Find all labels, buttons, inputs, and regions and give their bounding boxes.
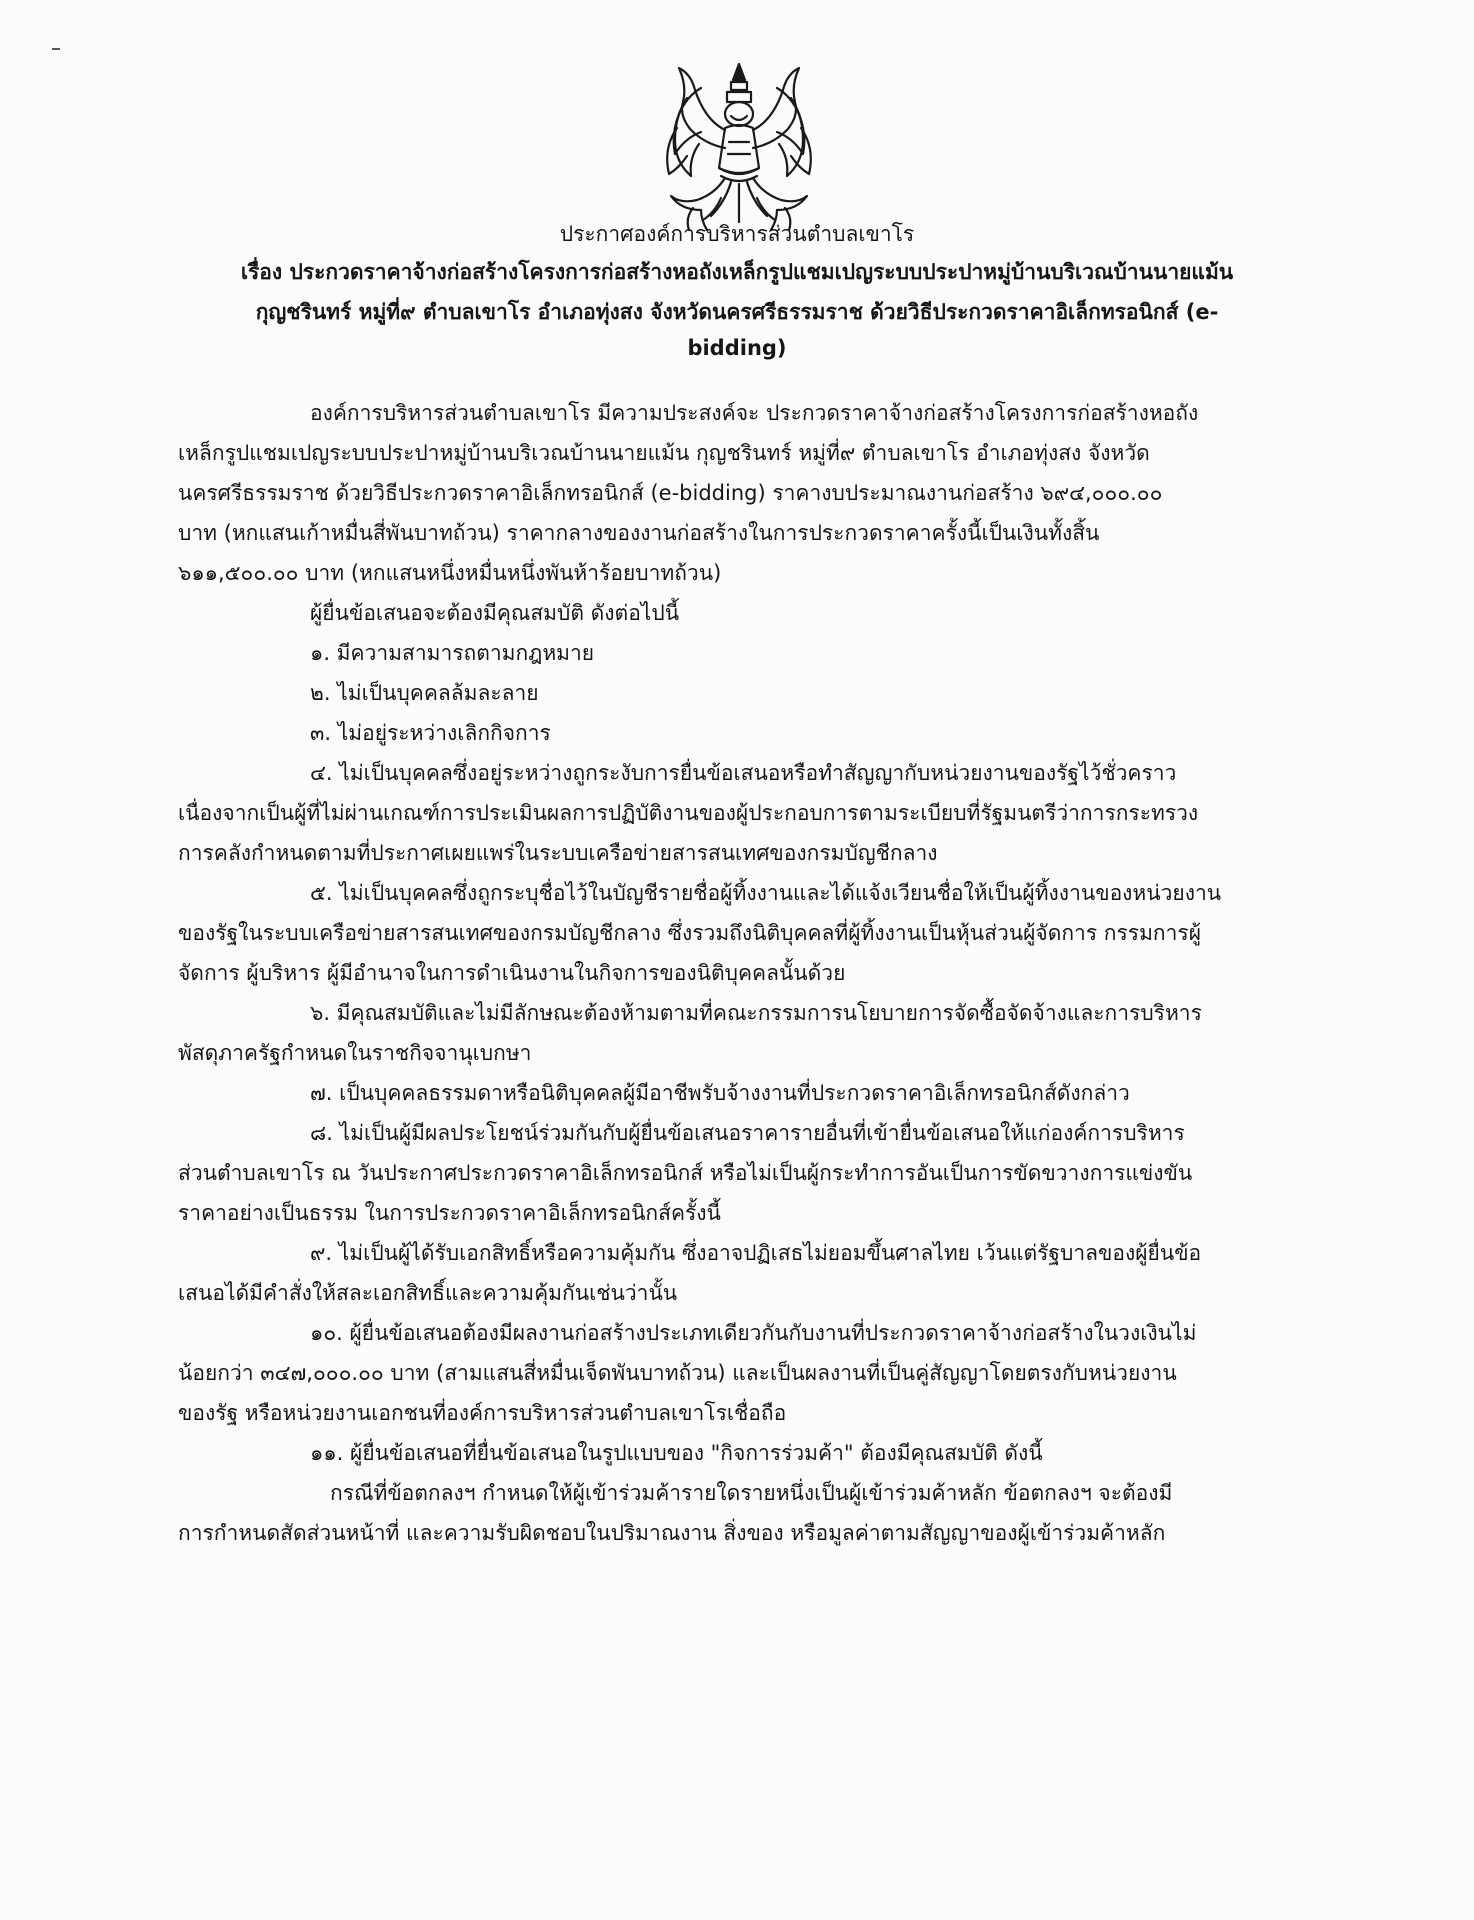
list-item: ๘. ไม่เป็นผู้มีผลประโยชน์ร่วมกันกับผู้ยื่นข้อเสนอราคารายอื่นที่เข้ายื่นข้อเสนอให้แก่องค์การบริหาร [310,1121,1185,1145]
body-line: ของรัฐในระบบเครือข่ายสารสนเทศของกรมบัญชีกลาง ซึ่งรวมถึงนิติบุคคลที่ผู้ทิ้งงานเป็นหุ้นส่วนผู้จัดการ กรรมการผู้ [178,921,1202,945]
body-line: การคลังกำหนดตามที่ประกาศเผยแพร่ในระบบเครือข่ายสารสนเทศของกรมบัญชีกลาง [178,841,938,865]
body-line: กรณีที่ข้อตกลงฯ กำหนดให้ผู้เข้าร่วมค้ารายใดรายหนึ่งเป็นผู้เข้าร่วมค้าหลัก ข้อตกลงฯ จะต้องมี [330,1481,1173,1505]
list-item: ๔. ไม่เป็นบุคคลซึ่งอยู่ระหว่างถูกระงับการยื่นข้อเสนอหรือทำสัญญากับหน่วยงานของรัฐไว้ชั่วคราว [310,761,1177,785]
body-line: องค์การบริหารส่วนตำบลเขาโร มีความประสงค์จะ ประกวดราคาจ้างก่อสร้างโครงการก่อสร้างหอถัง [310,401,1199,425]
body-line: การกำหนดสัดส่วนหน้าที่ และความรับผิดชอบในปริมาณงาน สิ่งของ หรือมูลค่าตามสัญญาของผู้เข้าร่วมค้าหลัก [178,1521,1166,1545]
body-line: พัสดุภาครัฐกำหนดในราชกิจจานุเบกษา [178,1041,532,1065]
list-item: ๑๑. ผู้ยื่นข้อเสนอที่ยื่นข้อเสนอในรูปแบบของ "กิจการร่วมค้า" ต้องมีคุณสมบัติ ดังนี้ [310,1441,1043,1465]
list-item: ๓. ไม่อยู่ระหว่างเลิกกิจการ [310,721,551,745]
body-line: จัดการ ผู้บริหาร ผู้มีอำนาจในการดำเนินงานในกิจการของนิติบุคคลนั้นด้วย [178,961,846,985]
body-line: นครศรีธรรมราช ด้วยวิธีประกวดราคาอิเล็กทรอนิกส์ (e-bidding) ราคางบประมาณงานก่อสร้าง ๖๙๔,๐๐๐.๐๐ [178,481,1163,505]
list-item: ๕. ไม่เป็นบุคคลซึ่งถูกระบุชื่อไว้ในบัญชีรายชื่อผู้ทิ้งงานและได้แจ้งเวียนชื่อให้เป็นผู้ทิ้งงานของหน่วยงาน [310,881,1222,905]
body-line: น้อยกว่า ๓๔๗,๐๐๐.๐๐ บาท (สามแสนสี่หมื่นเจ็ดพันบาทถ้วน) และเป็นผลงานที่เป็นคู่สัญญาโดยตรงกับหน่วยงาน [178,1361,1177,1385]
subject-line-3: bidding) [687,336,787,360]
list-item: ๑๐. ผู้ยื่นข้อเสนอต้องมีผลงานก่อสร้างประเภทเดียวกันกับงานที่ประกวดราคาจ้างก่อสร้างในวงเงินไม่ [310,1321,1197,1345]
announcement-title: ประกาศองค์การบริหารส่วนตำบลเขาโร [559,222,915,246]
subject-line-2: กุญชรินทร์ หมู่ที่๙ ตำบลเขาโร อำเภอทุ่งสง จังหวัดนครศรีธรรมราช ด้วยวิธีประกวดราคาอิเล็กทรอนิกส์ (e- [255,300,1219,324]
list-item: ๗. เป็นบุคคลธรรมดาหรือนิติบุคคลผู้มีอาชีพรับจ้างงานที่ประกวดราคาอิเล็กทรอนิกส์ดังกล่าว [310,1081,1130,1105]
body-line: เสนอได้มีคำสั่งให้สละเอกสิทธิ์และความคุ้มกันเช่นว่านั้น [178,1281,678,1305]
subject-line-1: เรื่อง ประกวดราคาจ้างก่อสร้างโครงการก่อสร้างหอถังเหล็กรูปแชมเปญระบบประปาหมู่บ้านบริเวณบ้านนายแม้น [240,260,1234,284]
body-line: เนื่องจากเป็นผู้ที่ไม่ผ่านเกณฑ์การประเมินผลการปฏิบัติงานของผู้ประกอบการตามระเบียบที่รัฐมนตรีว่าการกระทรวง [178,801,1199,825]
body-line: ๖๑๑,๕๐๐.๐๐ บาท (หกแสนหนึ่งหมื่นหนึ่งพันห้าร้อยบาทถ้วน) [178,561,722,585]
list-item: ๙. ไม่เป็นผู้ได้รับเอกสิทธิ์หรือความคุ้มกัน ซึ่งอาจปฏิเสธไม่ยอมขึ้นศาลไทย เว้นแต่รัฐบาลของผู้ยื่นข้อ [310,1241,1202,1265]
body-line: บาท (หกแสนเก้าหมื่นสี่พันบาทถ้วน) ราคากลางของงานก่อสร้างในการประกวดราคาครั้งนี้เป็นเงินทั้งสิ้น [178,521,1100,545]
body-line: ของรัฐ หรือหน่วยงานเอกชนที่องค์การบริหารส่วนตำบลเขาโรเชื่อถือ [178,1401,787,1425]
list-item: ๑. มีความสามารถตามกฎหมาย [310,641,595,665]
body-line: ผู้ยื่นข้อเสนอจะต้องมีคุณสมบัติ ดังต่อไปนี้ [310,601,680,625]
body-line: เหล็กรูปแชมเปญระบบประปาหมู่บ้านบริเวณบ้านนายแม้น กุญชรินทร์ หมู่ที่๙ ตำบลเขาโร อำเภอทุ่งสง จังหวัด [178,441,1150,465]
list-item: ๖. มีคุณสมบัติและไม่มีลักษณะต้องห้ามตามที่คณะกรรมการนโยบายการจัดซื้อจัดจ้างและการบริหาร [310,1001,1202,1025]
garuda-emblem-icon [641,58,837,238]
body-line: ส่วนตำบลเขาโร ณ วันประกาศประกวดราคาอิเล็กทรอนิกส์ หรือไม่เป็นผู้กระทำการอันเป็นการขัดขวางการแข่งขัน [178,1161,1193,1185]
scan-speck [52,48,60,50]
list-item: ๒. ไม่เป็นบุคคลล้มละลาย [310,681,539,705]
body-line: ราคาอย่างเป็นธรรม ในการประกวดราคาอิเล็กทรอนิกส์ครั้งนี้ [178,1201,721,1225]
